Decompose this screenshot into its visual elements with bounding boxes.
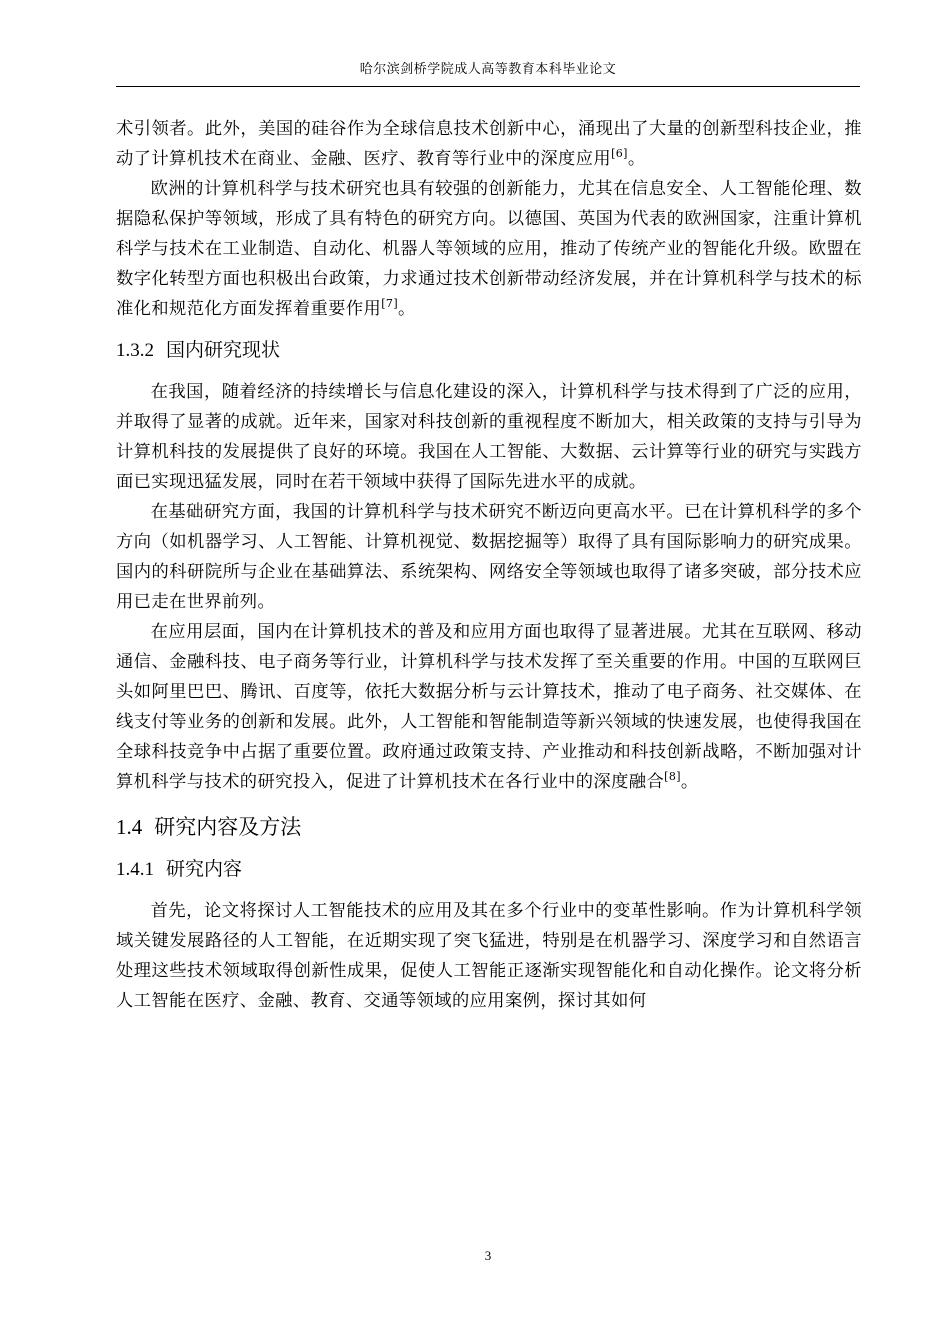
- paragraph-2: [116, 174, 862, 324]
- heading-1-3-2: [116, 336, 862, 365]
- heading-title: 研究内容: [166, 858, 243, 880]
- header-rule: [116, 86, 860, 87]
- heading-title: 研究内容及方法: [154, 815, 302, 839]
- paragraph-text: 在应用层面，国内在计算机技术的普及和应用方面也取得了显著进展。尤其在互联网、移动通信、金融科技、电子商务等行业，计算机科学与技术发挥了至关重要的作用。中国的互联网巨头如阿里巴巴、腾讯、百度等，依托大数据分析与云计算技术，推动了电子商务、社交媒体、在线支付等业务的创新和发展。此外，人工智能和智能制造等新兴领域的快速发展，也使得我国在全球科技竞争中占据了重要位置。政府通过政策支持、产业推动和科技创新战略，不断加强对计算机科学与技术的研究投入，促进了计算机技术在各行业中的深度融合: [116, 622, 862, 792]
- paragraph-tail: 。: [680, 772, 699, 792]
- paragraph-text: 在基础研究方面，我国的计算机科学与技术研究不断迈向更高水平。已在计算机科学的多个方向（如机器学习、人工智能、计算机视觉、数据挖掘等）取得了具有国际影响力的研究成果。国内的科研院所与企业在基础算法、系统架构、网络安全等领域也取得了诸多突破，部分技术应用已走在世界前列。: [116, 502, 862, 612]
- heading-1-4-1: [116, 855, 862, 884]
- paragraph-3: [116, 377, 862, 497]
- page-body: [116, 114, 862, 1016]
- paragraph-4: [116, 497, 862, 617]
- paragraph-text: 欧洲的计算机科学与技术研究也具有较强的创新能力，尤其在信息安全、人工智能伦理、数据隐私保护等领域，形成了具有特色的研究方向。以德国、英国为代表的欧洲国家，注重计算机科学与技术在工业制造、自动化、机器人等领域的应用，推动了传统产业的智能化升级。欧盟在数字化转型方面也积极出台政策，力求通过技术创新带动经济发展，并在计算机科学与技术的标准化和规范化方面发挥着重要作用: [116, 179, 862, 319]
- heading-number: 1.4.1: [116, 859, 154, 880]
- paragraph-5: [116, 617, 862, 797]
- paragraph-text: 在我国，随着经济的持续增长与信息化建设的深入，计算机科学与技术得到了广泛的应用，并取得了显著的成就。近年来，国家对科技创新的重视程度不断加大，相关政策的支持与引导为计算机科技的发展提供了良好的环境。我国在人工智能、大数据、云计算等行业的研究与实践方面已实现迅猛发展，同时在若干领域中获得了国际先进水平的成就。: [116, 382, 862, 492]
- citation-8: [8]: [664, 770, 681, 784]
- paragraph-tail: 。: [627, 149, 646, 169]
- heading-number: 1.3.2: [116, 340, 154, 361]
- paragraph-text: 术引领者。此外，美国的硅谷作为全球信息技术创新中心，涌现出了大量的创新型科技企业，推动了计算机技术在商业、金融、医疗、教育等行业中的深度应用: [116, 119, 862, 169]
- citation-6: [6]: [611, 147, 628, 161]
- heading-number: 1.4: [116, 815, 143, 839]
- paragraph-6: [116, 896, 862, 1016]
- paragraph-1: [116, 114, 862, 174]
- heading-1-4: [116, 811, 862, 843]
- citation-7: [7]: [381, 297, 399, 311]
- page-number: 3: [484, 1248, 492, 1263]
- running-header: 哈尔滨剑桥学院成人高等教育本科毕业论文: [359, 62, 617, 77]
- paragraph-text: 首先，论文将探讨人工智能技术的应用及其在多个行业中的变革性影响。作为计算机科学领域关键发展路径的人工智能，在近期实现了突飞猛进，特别是在机器学习、深度学习和自然语言处理这些技术领域取得创新性成果，促使人工智能正逐渐实现智能化和自动化操作。论文将分析人工智能在医疗、金融、教育、交通等领域的应用案例，探讨其如何: [116, 901, 862, 1011]
- heading-title: 国内研究现状: [166, 339, 281, 361]
- paragraph-tail: 。: [398, 299, 416, 319]
